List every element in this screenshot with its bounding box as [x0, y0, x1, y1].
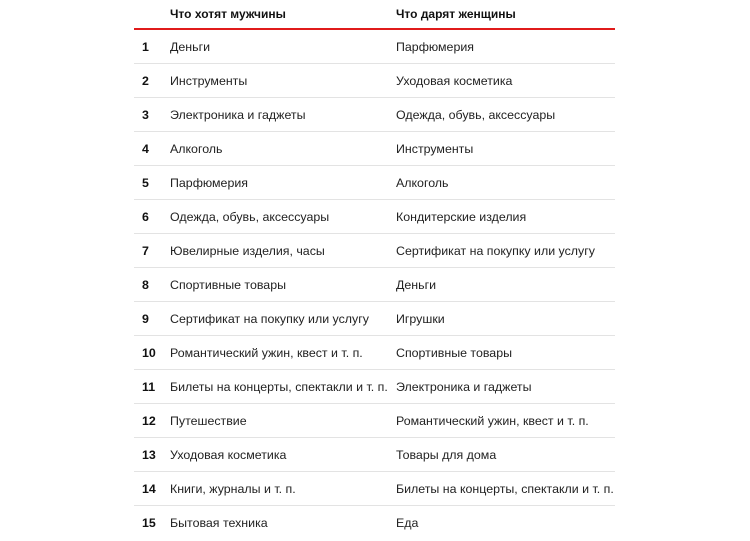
men-want-cell: Книги, журналы и т. п. — [170, 481, 296, 496]
men-want-cell: Ювелирные изделия, часы — [170, 243, 325, 258]
women-give-cell: Кондитерские изделия — [396, 209, 527, 224]
men-want-cell: Билеты на концерты, спектакли и т. п. — [170, 379, 388, 394]
table-row — [134, 302, 615, 336]
table-header — [134, 0, 615, 30]
header-men-want: Что хотят мужчины — [170, 7, 286, 21]
row-number: 4 — [142, 141, 149, 156]
men-want-cell: Парфюмерия — [170, 175, 248, 190]
men-want-cell: Инструменты — [170, 73, 248, 88]
table-row — [134, 472, 615, 506]
women-give-cell: Игрушки — [396, 311, 445, 326]
table-row — [134, 166, 615, 200]
row-number: 2 — [142, 73, 149, 88]
table-row — [134, 200, 615, 234]
men-want-cell: Спортивные товары — [170, 277, 286, 292]
men-want-cell: Электроника и гаджеты — [170, 107, 306, 122]
row-number: 9 — [142, 311, 149, 326]
row-number: 3 — [142, 107, 149, 122]
men-want-cell: Деньги — [170, 39, 211, 54]
table-row — [134, 404, 615, 438]
row-number: 12 — [142, 413, 156, 428]
row-number: 1 — [142, 39, 149, 54]
women-give-cell: Инструменты — [396, 141, 474, 156]
men-want-cell: Уходовая косметика — [170, 447, 287, 462]
table-row — [134, 234, 615, 268]
table-body — [134, 30, 615, 540]
row-number: 11 — [142, 379, 156, 394]
row-number: 8 — [142, 277, 149, 292]
women-give-cell: Электроника и гаджеты — [396, 379, 532, 394]
table-row — [134, 64, 615, 98]
women-give-cell: Романтический ужин, квест и т. п. — [396, 413, 589, 428]
row-number: 6 — [142, 209, 149, 224]
table-row — [134, 30, 615, 64]
women-give-cell: Билеты на концерты, спектакли и т. п. — [396, 481, 614, 496]
women-give-cell: Алкоголь — [396, 175, 449, 190]
table-row — [134, 98, 615, 132]
table-row — [134, 268, 615, 302]
table-row — [134, 132, 615, 166]
row-number: 5 — [142, 175, 149, 190]
women-give-cell: Сертификат на покупку или услугу — [396, 243, 595, 258]
men-want-cell: Алкоголь — [170, 141, 223, 156]
row-number: 7 — [142, 243, 149, 258]
men-want-cell: Романтический ужин, квест и т. п. — [170, 345, 363, 360]
women-give-cell: Еда — [396, 516, 419, 530]
men-want-cell: Одежда, обувь, аксессуары — [170, 209, 330, 224]
women-give-cell: Спортивные товары — [396, 345, 512, 360]
men-want-cell: Путешествие — [170, 413, 247, 428]
row-number: 13 — [142, 447, 156, 462]
men-want-cell: Сертификат на покупку или услугу — [170, 311, 369, 326]
women-give-cell: Парфюмерия — [396, 39, 474, 54]
women-give-cell: Товары для дома — [396, 447, 497, 462]
table-row — [134, 336, 615, 370]
table-row — [134, 370, 615, 404]
women-give-cell: Деньги — [396, 277, 437, 292]
gifts-table — [134, 0, 615, 540]
women-give-cell: Одежда, обувь, аксессуары — [396, 107, 556, 122]
table-row — [134, 438, 615, 472]
row-number: 15 — [142, 516, 156, 530]
table-row — [134, 506, 615, 540]
men-want-cell: Бытовая техника — [170, 516, 268, 530]
header-women-give: Что дарят женщины — [396, 7, 516, 21]
row-number: 14 — [142, 481, 156, 496]
row-number: 10 — [142, 345, 156, 360]
women-give-cell: Уходовая косметика — [396, 73, 513, 88]
